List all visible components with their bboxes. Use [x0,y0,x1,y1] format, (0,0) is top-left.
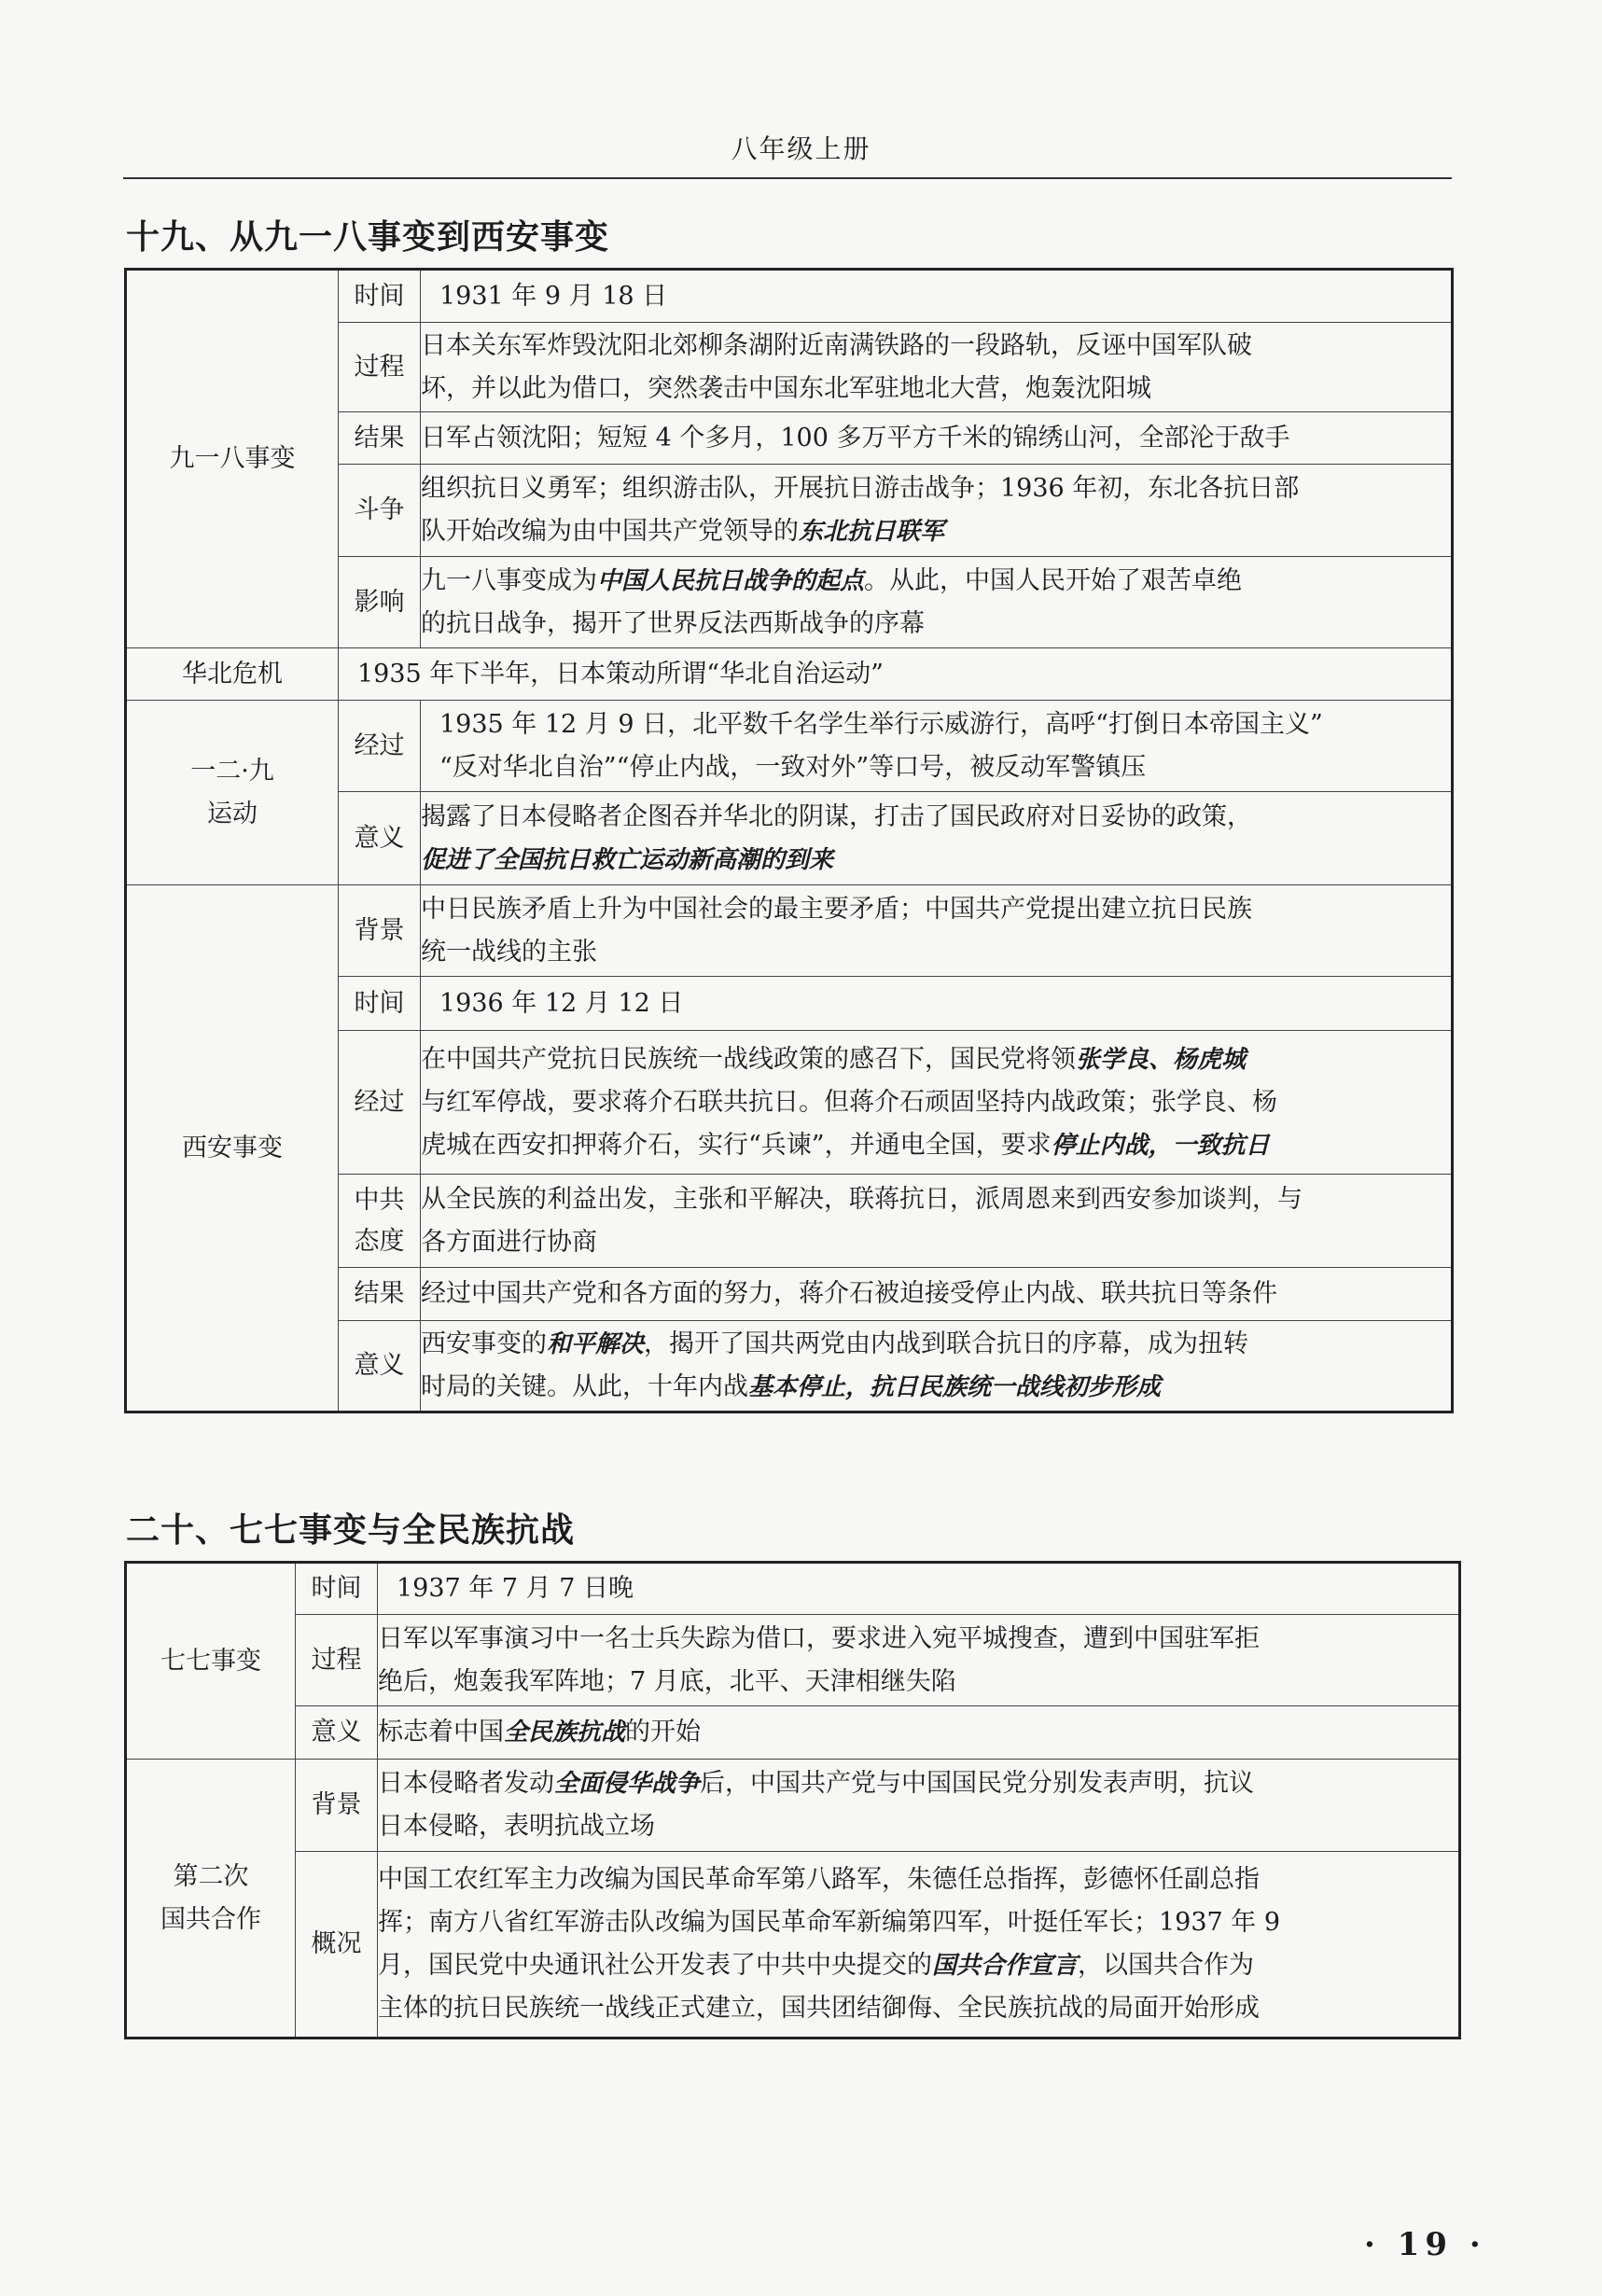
cell-yierjiu-meaning: 揭露了日本侵略者企图吞并华北的阴谋，打击了国民政府对日妥协的政策， 促进了全国抗日救亡运动新高潮的到来 [421,792,1453,885]
cell-qiqi-meaning: 标志着中国全民族抗战的开始 [378,1706,1460,1760]
cell-xian-ccp-attitude: 从全民族的利益出发，主张和平解决，联蒋抗日，派周恩来到西安参加谈判，与 各方面进行协商 [421,1175,1453,1268]
label-impact: 影响 [339,557,421,648]
cell-jiuyiba-struggle: 组织抗日义勇军；组织游击队，开展抗日游击战争；1936 年初，东北各抗日部 队开始改编为由中国共产党领导的东北抗日联军 [421,465,1453,557]
cell-xian-time: 1936 年 12 月 12 日 [421,977,1453,1031]
category-jiuyiba: 九一八事变 [126,270,339,648]
section-title-20: 二十、七七事变与全民族抗战 [126,1511,576,1550]
label-meaning: 意义 [339,792,421,885]
label-struggle: 斗争 [339,465,421,557]
cell-jiuyiba-impact: 九一八事变成为中国人民抗日战争的起点。从此，中国人民开始了艰苦卓绝 的抗日战争，揭开了世界反法西斯战争的序幕 [421,557,1453,648]
cell-xian-course: 在中国共产党抗日民族统一战线政策的感召下，国民党将领张学良、杨虎城 与红军停战，要求蒋介石联共抗日。但蒋介石顽固坚持内战政策；张学良、杨 虎城在西安扣押蒋介石，实行“兵谏”，并通电全国，要求停止内战，一致抗日 [421,1031,1453,1175]
page-number: · 19 · [1364,2226,1486,2263]
category-qiqi: 七七事变 [126,1563,296,1760]
section-title-19: 十九、从九一八事变到西安事变 [126,218,610,257]
label-overview: 概况 [296,1852,378,2039]
label-time: 时间 [339,977,421,1031]
label-process: 过程 [339,323,421,412]
label-result: 结果 [339,1268,421,1321]
label-course: 经过 [339,1031,421,1175]
label-process: 过程 [296,1615,378,1706]
cell-cooperation-background: 日本侵略者发动全面侵华战争后，中国共产党与中国国民党分别发表声明，抗议 日本侵略，表明抗战立场 [378,1760,1460,1852]
cell-cooperation-overview: 中国工农红军主力改编为国民革命军第八路军，朱德任总指挥，彭德怀任副总指 挥；南方八省红军游击队改编为国民革命军新编第四军，叶挺任军长；1937 年 9 月，国民党中央通讯社公开发表了中共中央提交的国共合作宣言，以国共合作为 主体的抗日民族统一战线正式建立，国共团结御侮、全民族抗战的局面开始形成 [378,1852,1460,2039]
page-header-title: 八年级上册 [731,133,871,164]
label-result: 结果 [339,412,421,465]
label-background: 背景 [296,1760,378,1852]
label-meaning: 意义 [296,1706,378,1760]
cell-qiqi-time: 1937 年 7 月 7 日晚 [378,1563,1460,1615]
table-section-19 [124,268,1454,1413]
label-course: 经过 [339,701,421,792]
cell-yierjiu-course: 1935 年 12 月 9 日，北平数千名学生举行示威游行，高呼“打倒日本帝国主义” “反对华北自治”“停止内战，一致对外”等口号，被反动军警镇压 [421,701,1453,792]
label-meaning: 意义 [339,1321,421,1412]
cell-jiuyiba-time: 1931 年 9 月 18 日 [421,270,1453,323]
category-huabei: 华北危机 [126,648,339,701]
cell-jiuyiba-result: 日军占领沈阳；短短 4 个多月，100 多万平方千米的锦绣山河，全部沦于敌手 [421,412,1453,465]
label-background: 背景 [339,885,421,977]
label-time: 时间 [339,270,421,323]
cell-qiqi-process: 日军以军事演习中一名士兵失踪为借口，要求进入宛平城搜查，遭到中国驻军拒 绝后，炮轰我军阵地；7 月底，北平、天津相继失陷 [378,1615,1460,1706]
cell-xian-background: 中日民族矛盾上升为中国社会的最主要矛盾；中国共产党提出建立抗日民族 统一战线的主张 [421,885,1453,977]
category-yierjiu: 一二·九 运动 [126,701,339,885]
cell-huabei-text: 1935 年下半年，日本策动所谓“华北自治运动” [339,648,1453,701]
category-xian: 西安事变 [126,885,339,1412]
category-cooperation: 第二次 国共合作 [126,1760,296,2039]
cell-xian-result: 经过中国共产党和各方面的努力，蒋介石被迫接受停止内战、联共抗日等条件 [421,1268,1453,1321]
cell-jiuyiba-process: 日本关东军炸毁沈阳北郊柳条湖附近南满铁路的一段路轨，反诬中国军队破 坏，并以此为借口，突然袭击中国东北军驻地北大营，炮轰沈阳城 [421,323,1453,412]
cell-xian-meaning: 西安事变的和平解决，揭开了国共两党由内战到联合抗日的序幕，成为扭转 时局的关键。从此，十年内战基本停止，抗日民族统一战线初步形成 [421,1321,1453,1412]
table-section-20 [124,1561,1461,2039]
label-time: 时间 [296,1563,378,1615]
label-ccp-attitude: 中共 态度 [339,1175,421,1268]
header-rule [123,177,1452,179]
